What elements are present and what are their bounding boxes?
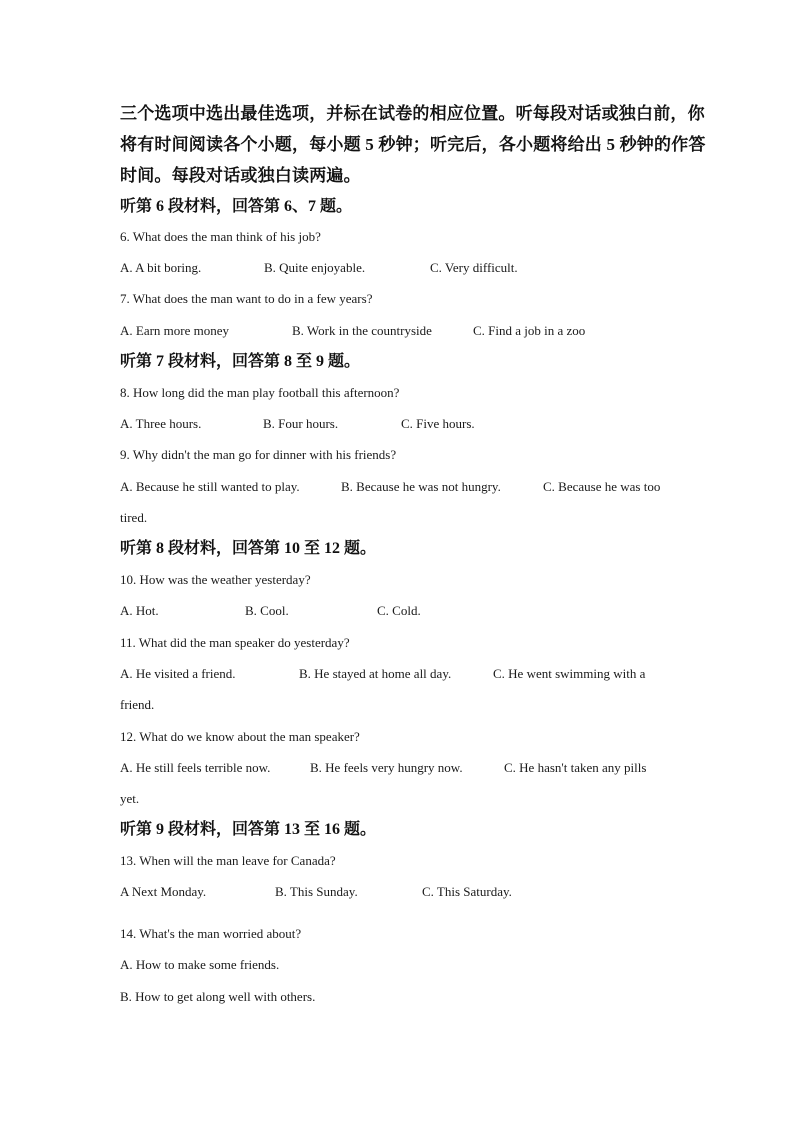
instructions-line-3: 时间。每段对话或独白读两遍。 [120,166,361,185]
question-13: 13. When will the man leave for Canada? [120,853,336,868]
question-12-option-c-continued: yet. [120,791,140,806]
listening-instructions [120,98,706,191]
option-b: B. Quite enjoyable. [264,260,366,275]
option-c: C. This Saturday. [422,884,512,899]
option-b: B. He stayed at home all day. [299,666,452,681]
option-a: A. Earn more money [120,323,230,338]
question-7-options [120,322,680,340]
option-a: A. He visited a friend. [120,666,236,681]
option-c: C. He hasn't taken any pills [504,760,647,775]
question-14-option-a: A. How to make some friends. [120,957,280,972]
option-c: C. Cold. [377,603,421,618]
question-12-options [120,759,680,777]
option-b: B. Four hours. [263,416,339,431]
question-6-options [120,259,680,277]
option-b: B. Work in the countryside [292,323,432,338]
option-b: B. Cool. [245,603,289,618]
section-heading-7: 听第 7 段材料，回答第 8 至 9 题。 [120,353,361,370]
option-c: C. Find a job in a zoo [473,323,586,338]
question-14-option-b: B. How to get along well with others. [120,989,316,1004]
option-c: C. Five hours. [401,416,475,431]
option-c: C. Very difficult. [430,260,518,275]
question-10-options [120,602,680,620]
question-9: 9. Why didn't the man go for dinner with his friends? [120,447,397,462]
question-11-option-c-continued: friend. [120,697,155,712]
option-a: A. He still feels terrible now. [120,760,271,775]
question-7: 7. What does the man want to do in a few years? [120,291,373,306]
option-a: A. Three hours. [120,416,202,431]
instructions-line-2: 将有时间阅读各个小题，每小题 5 秒钟；听完后，各小题将给出 5 秒钟的作答 [120,135,706,154]
question-11-options [120,665,680,683]
section-heading-6: 听第 6 段材料，回答第 6、7 题。 [120,198,353,215]
section-heading-8: 听第 8 段材料，回答第 10 至 12 题。 [120,540,377,557]
option-c: C. Because he was too [543,479,661,494]
question-12: 12. What do we know about the man speaker? [120,729,360,744]
option-a: A. Hot. [120,603,159,618]
option-b: B. This Sunday. [275,884,358,899]
option-a: A. A bit boring. [120,260,202,275]
option-b: B. Because he was not hungry. [341,479,501,494]
question-11: 11. What did the man speaker do yesterday? [120,635,350,650]
option-b: B. He feels very hungry now. [310,760,463,775]
question-6: 6. What does the man think of his job? [120,229,321,244]
option-a: A Next Monday. [120,884,207,899]
question-9-options [120,478,680,496]
option-c: C. He went swimming with a [493,666,646,681]
question-14: 14. What's the man worried about? [120,926,302,941]
section-heading-9: 听第 9 段材料，回答第 13 至 16 题。 [120,821,377,838]
question-10: 10. How was the weather yesterday? [120,572,311,587]
option-a: A. Because he still wanted to play. [120,479,300,494]
question-9-option-c-continued: tired. [120,510,148,525]
question-13-options [120,883,680,901]
instructions-line-1: 三个选项中选出最佳选项，并标在试卷的相应位置。听每段对话或独白前，你 [120,104,705,123]
question-8: 8. How long did the man play football this afternoon? [120,385,400,400]
question-8-options [120,415,680,433]
